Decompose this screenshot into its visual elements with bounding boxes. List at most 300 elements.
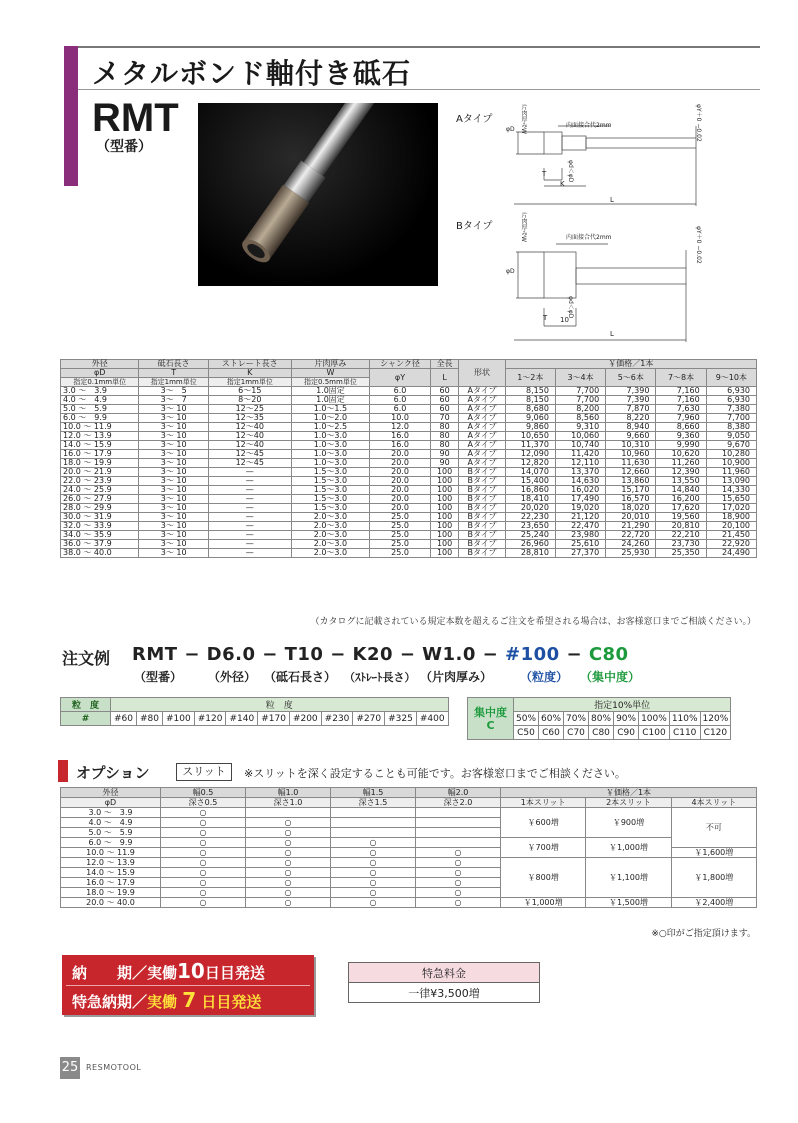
spec-cell: 1.5〜3.0 <box>291 495 369 504</box>
conc-percent: 100% <box>639 712 670 726</box>
opt-price-2slit-b: ￥1,000増 <box>586 838 671 858</box>
spec-cell: 14,630 <box>555 477 605 486</box>
model-sub: （型番） <box>96 139 152 155</box>
label-10-b: 10 <box>560 316 569 324</box>
opt-col-w10: 幅1.0 <box>246 788 331 798</box>
opt-range: 10.0 〜 11.9 <box>61 848 161 858</box>
spec-cell: 23,730 <box>656 540 706 549</box>
spec-cell: 20.0 <box>370 459 431 468</box>
spec-cell: — <box>208 486 291 495</box>
note-a: 内面接合代2mm <box>566 122 612 129</box>
delivery-express-actual: 実働 <box>147 993 178 1011</box>
grit-value: #270 <box>353 712 385 726</box>
spec-cell: 17,620 <box>656 504 706 513</box>
spec-cell: 9,660 <box>606 432 656 441</box>
order-sub-w: （片肉厚み） <box>420 670 493 684</box>
spec-cell: 21,120 <box>555 513 605 522</box>
grit-value: #140 <box>226 712 258 726</box>
concentration-table <box>467 697 731 740</box>
spec-cell: 7,870 <box>606 405 656 414</box>
spec-cell: 10,740 <box>555 441 605 450</box>
order-example-label: 注文例 <box>62 649 111 668</box>
spec-cell: 3〜 10 <box>139 468 208 477</box>
spec-cell: 3〜 10 <box>139 414 208 423</box>
spec-cell: 10,060 <box>555 432 605 441</box>
spec-cell: 22,210 <box>656 531 706 540</box>
conc-title: 指定10%単位 <box>514 698 731 712</box>
conc-percent: 60% <box>539 712 564 726</box>
opt-mark: ○ <box>246 868 331 878</box>
opt-mark: ○ <box>416 868 501 878</box>
model-code: RMT <box>92 96 179 140</box>
spec-cell: 60 <box>430 396 459 405</box>
opt-col-d15: 深さ1.5 <box>331 798 416 808</box>
spec-cell: 90 <box>430 450 459 459</box>
spec-cell: 8,220 <box>606 414 656 423</box>
spec-cell: 24,490 <box>706 549 756 558</box>
spec-cell: 24,260 <box>606 540 656 549</box>
opt-mark: ○ <box>161 858 246 868</box>
spec-cell: 100 <box>430 513 459 522</box>
spec-cell: 20.0 <box>370 504 431 513</box>
spec-cell: 7,160 <box>656 396 706 405</box>
label-l-a: L <box>610 196 614 204</box>
col-shank-sym: φY <box>370 369 431 387</box>
spec-cell: 3〜 10 <box>139 477 208 486</box>
delivery-express <box>72 988 261 1012</box>
spec-cell: 10,900 <box>706 459 756 468</box>
spec-cell: 10,960 <box>606 450 656 459</box>
spec-cell: 12〜45 <box>208 450 291 459</box>
col-k-sym: K <box>208 369 291 378</box>
option-footnote: ※○印がご指定頂けます。 <box>651 929 756 939</box>
spec-cell: 9,670 <box>706 441 756 450</box>
spec-cell: 12〜40 <box>208 432 291 441</box>
spec-cell: 8,200 <box>555 405 605 414</box>
conc-percent: 90% <box>614 712 639 726</box>
order-example-code <box>132 644 629 665</box>
spec-cell: 9,990 <box>656 441 706 450</box>
opt-mark: ○ <box>161 888 246 898</box>
delivery-banner <box>62 955 314 1015</box>
spec-cell: 13,090 <box>706 477 756 486</box>
spec-cell: 1.0固定 <box>291 387 369 396</box>
spec-cell: 12,390 <box>656 468 706 477</box>
spec-cell: 20,100 <box>706 522 756 531</box>
conc-code: C60 <box>539 726 564 740</box>
grit-value: #100 <box>163 712 195 726</box>
spec-cell: 16,200 <box>656 495 706 504</box>
spec-cell: 12〜40 <box>208 441 291 450</box>
delivery-normal-days: 10 <box>177 959 205 983</box>
opt-col-2slit: 2本スリット <box>586 798 671 808</box>
spec-cell: 3〜 10 <box>139 522 208 531</box>
option-note: ※スリットを深く設定することも可能です。お客様窓口までご相談ください。 <box>244 767 626 780</box>
spec-cell: Bタイプ <box>459 531 505 540</box>
spec-cell: Aタイプ <box>459 459 505 468</box>
spec-cell: — <box>208 540 291 549</box>
spec-cell: 16.0 <box>370 432 431 441</box>
spec-cell: Bタイプ <box>459 540 505 549</box>
delivery-express-label: 特急納期／ <box>72 993 148 1011</box>
unit-t: 指定1mm単位 <box>139 378 208 387</box>
spec-cell: 10.0 〜 11.9 <box>61 423 139 432</box>
spec-cell: 6,930 <box>706 396 756 405</box>
conc-code: C110 <box>669 726 700 740</box>
spec-cell: 7,390 <box>606 396 656 405</box>
spec-cell: 3〜 7 <box>139 396 208 405</box>
opt-mark: ○ <box>161 898 246 908</box>
spec-cell: 9,060 <box>505 414 555 423</box>
spec-cell: 3〜 10 <box>139 504 208 513</box>
spec-cell: 20,020 <box>505 504 555 513</box>
col-shank: シャンク径 <box>370 360 431 369</box>
spec-cell: 3〜 5 <box>139 387 208 396</box>
label-l-b: L <box>610 330 614 338</box>
grit-value: #170 <box>258 712 290 726</box>
spec-cell: 100 <box>430 477 459 486</box>
spec-cell: 100 <box>430 495 459 504</box>
spec-cell: 12〜40 <box>208 423 291 432</box>
col-w-sym: W <box>291 369 369 378</box>
spec-cell: 16.0 〜 17.9 <box>61 450 139 459</box>
col-shape: 形状 <box>459 360 505 387</box>
label-phi-d-b: φD <box>506 268 515 275</box>
spec-cell: 13,370 <box>555 468 605 477</box>
spec-cell: Aタイプ <box>459 396 505 405</box>
spec-cell: 10,310 <box>606 441 656 450</box>
spec-cell: 3〜 10 <box>139 540 208 549</box>
spec-cell: 6.0 <box>370 396 431 405</box>
spec-cell: 32.0 〜 33.9 <box>61 522 139 531</box>
spec-cell: 90 <box>430 459 459 468</box>
price-col-4: 7〜8本 <box>656 369 706 387</box>
delivery-normal <box>72 959 265 983</box>
opt-col-w20: 幅2.0 <box>416 788 501 798</box>
spec-cell: 23,980 <box>555 531 605 540</box>
spec-cell: 20.0 <box>370 477 431 486</box>
spec-cell: 8,150 <box>505 387 555 396</box>
spec-cell: 3〜 10 <box>139 549 208 558</box>
opt-col-4slit: 4本スリット <box>671 798 756 808</box>
opt-mark: ○ <box>246 848 331 858</box>
spec-cell: 6.0 <box>370 405 431 414</box>
spec-cell: 8,150 <box>505 396 555 405</box>
order-sub-t: （砥石長さ） <box>264 670 337 684</box>
spec-cell: 1.0〜1.5 <box>291 405 369 414</box>
price-col-5: 9〜10本 <box>706 369 756 387</box>
spec-cell: 22.0 〜 23.9 <box>61 477 139 486</box>
opt-mark: ○ <box>161 808 246 818</box>
delivery-divider <box>66 985 310 986</box>
spec-cell: 18,020 <box>606 504 656 513</box>
spec-cell: 22,230 <box>505 513 555 522</box>
spec-cell: 18.0 〜 19.9 <box>61 459 139 468</box>
order-code-dash: − <box>559 644 589 665</box>
spec-cell: 100 <box>430 504 459 513</box>
opt-col-w05: 幅0.5 <box>161 788 246 798</box>
spec-cell: Bタイプ <box>459 549 505 558</box>
spec-cell: 3〜 10 <box>139 513 208 522</box>
spec-cell: 1.5〜3.0 <box>291 477 369 486</box>
spec-cell: 22,920 <box>706 540 756 549</box>
label-phi-d-b-2: φd＜φD <box>567 296 574 319</box>
label-k-a: K <box>560 180 565 188</box>
spec-cell: — <box>208 504 291 513</box>
diagram-b-label: Bタイプ <box>456 221 493 232</box>
conc-percent: 110% <box>669 712 700 726</box>
spec-cell: 16,570 <box>606 495 656 504</box>
title-bar <box>64 46 760 90</box>
option-title: オプション <box>76 764 150 782</box>
spec-cell: 20.0 <box>370 486 431 495</box>
spec-cell: — <box>208 495 291 504</box>
slit-option-table <box>60 787 757 908</box>
spec-cell: 18,410 <box>505 495 555 504</box>
opt-price-1slit-a: ￥600増 <box>501 808 586 838</box>
label-phi-d-a: φD <box>506 126 515 133</box>
spec-cell: 15,650 <box>706 495 756 504</box>
label-t-b: T <box>543 314 548 322</box>
spec-cell: 3〜 10 <box>139 441 208 450</box>
opt-range: 6.0 〜 9.9 <box>61 838 161 848</box>
brand-name: RESMOTOOL <box>86 1063 142 1072</box>
conc-percent: 80% <box>589 712 614 726</box>
spec-cell: Bタイプ <box>459 495 505 504</box>
spec-cell: 15,400 <box>505 477 555 486</box>
col-od-sym: φD <box>61 369 139 378</box>
grit-value: #120 <box>194 712 226 726</box>
spec-cell: 60 <box>430 387 459 396</box>
spec-cell: — <box>208 549 291 558</box>
spec-cell: 26,960 <box>505 540 555 549</box>
opt-mark: ○ <box>161 848 246 858</box>
conc-code: C80 <box>589 726 614 740</box>
conc-head <box>468 698 514 740</box>
spec-cell: 3〜 10 <box>139 405 208 414</box>
spec-cell: 12〜45 <box>208 459 291 468</box>
opt-mark: ○ <box>246 858 331 868</box>
spec-cell: 8,380 <box>706 423 756 432</box>
col-t: 砥石長さ <box>139 360 208 369</box>
spec-cell: 25.0 <box>370 513 431 522</box>
spec-cell: Bタイプ <box>459 513 505 522</box>
spec-cell: 80 <box>430 432 459 441</box>
note-b: 内面接合代2mm <box>566 234 612 241</box>
conc-code: C50 <box>514 726 539 740</box>
spec-row <box>61 549 757 558</box>
opt-mark: ○ <box>331 868 416 878</box>
spec-cell: 6.0 <box>370 387 431 396</box>
conc-code: C90 <box>614 726 639 740</box>
spec-cell: 70 <box>430 414 459 423</box>
opt-mark: ○ <box>416 858 501 868</box>
spec-cell: 1.0〜3.0 <box>291 450 369 459</box>
spec-cell: 11,630 <box>606 459 656 468</box>
spec-cell: 10,650 <box>505 432 555 441</box>
opt-range: 20.0 〜 40.0 <box>61 898 161 908</box>
opt-price-1slit-b: ￥700増 <box>501 838 586 858</box>
spec-cell: 12〜25 <box>208 405 291 414</box>
spec-cell: 7,700 <box>706 414 756 423</box>
spec-cell: Bタイプ <box>459 468 505 477</box>
spec-cell: Bタイプ <box>459 486 505 495</box>
spec-cell: 7,160 <box>656 387 706 396</box>
opt-mark: ○ <box>331 898 416 908</box>
spec-cell: 18,900 <box>706 513 756 522</box>
spec-cell: 25.0 <box>370 540 431 549</box>
spec-price-table <box>60 359 757 558</box>
diagram-a <box>500 100 722 210</box>
spec-cell: 17,020 <box>706 504 756 513</box>
unit-k: 指定1mm単位 <box>208 378 291 387</box>
conc-percent: 120% <box>700 712 731 726</box>
opt-price-4slit-c: ￥1,800増 <box>671 858 756 898</box>
spec-cell: 20.0 <box>370 450 431 459</box>
spec-cell: 12,660 <box>606 468 656 477</box>
spec-cell: — <box>208 468 291 477</box>
spec-cell: 3.0 〜 3.9 <box>61 387 139 396</box>
spec-cell: 7,960 <box>656 414 706 423</box>
price-col-2: 3〜4本 <box>555 369 605 387</box>
order-code-conc: C80 <box>588 644 629 665</box>
delivery-normal-label: 納 期／実働 <box>72 964 178 982</box>
col-k: ストレート長さ <box>208 360 291 369</box>
spec-cell: 9,360 <box>656 432 706 441</box>
opt-col-w15: 幅1.5 <box>331 788 416 798</box>
label-t-a: T <box>542 170 547 178</box>
slit-tag: スリット <box>176 763 232 781</box>
label-phi-d-a-2: φd＜φD <box>567 160 574 183</box>
grit-value: #200 <box>289 712 321 726</box>
spec-cell: 2.0〜3.0 <box>291 549 369 558</box>
spec-cell: 11,260 <box>656 459 706 468</box>
spec-cell: 3〜 10 <box>139 486 208 495</box>
opt-mark: ○ <box>161 878 246 888</box>
spec-cell: 23,650 <box>505 522 555 531</box>
label-phi-y-b: φY＋0 −0.02 <box>695 226 702 264</box>
spec-cell: 12,090 <box>505 450 555 459</box>
grit-title: 粒 度 <box>111 698 449 712</box>
order-code-main: RMT − D6.0 − T10 − K20 − W1.0 − <box>132 644 506 665</box>
grit-value: #325 <box>385 712 417 726</box>
opt-price-2slit-d: ￥1,500増 <box>586 898 671 908</box>
spec-cell: 25,240 <box>505 531 555 540</box>
opt-mark: ○ <box>246 898 331 908</box>
col-price: ￥価格／1本 <box>505 360 756 369</box>
spec-cell: 1.0〜2.5 <box>291 423 369 432</box>
spec-cell: 1.0〜2.0 <box>291 414 369 423</box>
spec-cell: 11,960 <box>706 468 756 477</box>
spec-cell: 11,420 <box>555 450 605 459</box>
spec-cell: — <box>208 522 291 531</box>
opt-mark: ○ <box>416 878 501 888</box>
spec-cell: 2.0〜3.0 <box>291 540 369 549</box>
spec-cell: 100 <box>430 522 459 531</box>
opt-range: 5.0 〜 5.9 <box>61 828 161 838</box>
catalog-note: （カタログに記載されている規定本数を超えるご注文を希望される場合は、お客様窓口までご相談ください。） <box>310 617 756 627</box>
spec-cell: 3〜 10 <box>139 423 208 432</box>
opt-mark: ○ <box>246 878 331 888</box>
spec-cell: 19,020 <box>555 504 605 513</box>
spec-cell: 30.0 〜 31.9 <box>61 513 139 522</box>
spec-cell: 28.0 〜 29.9 <box>61 504 139 513</box>
opt-col-1slit: 1本スリット <box>501 798 586 808</box>
grit-head-sym: # <box>61 712 111 726</box>
spec-cell: 7,390 <box>606 387 656 396</box>
spec-cell: 24.0 〜 25.9 <box>61 486 139 495</box>
spec-cell: 9,050 <box>706 432 756 441</box>
spec-cell: Aタイプ <box>459 441 505 450</box>
order-sub-od: （外径） <box>208 670 257 684</box>
spec-cell: 19,560 <box>656 513 706 522</box>
express-fee-value: 一律¥3,500増 <box>349 983 540 1003</box>
spec-cell: 7,700 <box>555 387 605 396</box>
opt-range: 12.0 〜 13.9 <box>61 858 161 868</box>
spec-cell: 27,370 <box>555 549 605 558</box>
spec-cell: Bタイプ <box>459 504 505 513</box>
opt-mark: ○ <box>331 858 416 868</box>
spec-cell: 12.0 <box>370 423 431 432</box>
spec-cell: 100 <box>430 486 459 495</box>
spec-cell: Aタイプ <box>459 405 505 414</box>
spec-cell: 8,680 <box>505 405 555 414</box>
spec-cell: 1.0〜3.0 <box>291 459 369 468</box>
spec-cell: 1.0〜3.0 <box>291 441 369 450</box>
spec-cell: 20.0 〜 21.9 <box>61 468 139 477</box>
spec-cell: Aタイプ <box>459 387 505 396</box>
spec-cell: 8,940 <box>606 423 656 432</box>
conc-head-label: 集中度 <box>474 705 507 719</box>
spec-cell: 12〜35 <box>208 414 291 423</box>
spec-cell: Aタイプ <box>459 423 505 432</box>
spec-cell: 12,820 <box>505 459 555 468</box>
spec-cell: 10,280 <box>706 450 756 459</box>
opt-price-2slit-a: ￥900増 <box>586 808 671 838</box>
opt-mark: ○ <box>246 838 331 848</box>
spec-cell: 25,350 <box>656 549 706 558</box>
spec-cell: 9,860 <box>505 423 555 432</box>
spec-cell: 80 <box>430 423 459 432</box>
spec-cell: 2.0〜3.0 <box>291 513 369 522</box>
spec-cell: 25,930 <box>606 549 656 558</box>
spec-cell: 7,700 <box>555 396 605 405</box>
spec-cell: 14,840 <box>656 486 706 495</box>
opt-mark: ○ <box>331 848 416 858</box>
option-accent <box>58 760 68 782</box>
spec-cell: 8,660 <box>656 423 706 432</box>
title-rule <box>78 46 760 48</box>
order-sub-conc: （集中度） <box>580 670 641 684</box>
spec-cell: 1.5〜3.0 <box>291 504 369 513</box>
grit-value: #80 <box>137 712 163 726</box>
opt-mark: ○ <box>161 828 246 838</box>
opt-mark: ○ <box>246 888 331 898</box>
spec-cell: 17,490 <box>555 495 605 504</box>
spec-cell: 20.0 <box>370 495 431 504</box>
opt-col-d20: 深さ2.0 <box>416 798 501 808</box>
opt-col-price: ￥価格／1本 <box>501 788 757 798</box>
spec-cell: Aタイプ <box>459 432 505 441</box>
spec-cell: 6,930 <box>706 387 756 396</box>
spec-cell: 16,020 <box>555 486 605 495</box>
diagram-a-label: Aタイプ <box>456 114 493 125</box>
unit-w: 指定0.5mm単位 <box>291 378 369 387</box>
spec-cell: 16,860 <box>505 486 555 495</box>
spec-cell: 9,310 <box>555 423 605 432</box>
spec-cell: 6〜15 <box>208 387 291 396</box>
express-fee-table <box>348 962 540 1003</box>
